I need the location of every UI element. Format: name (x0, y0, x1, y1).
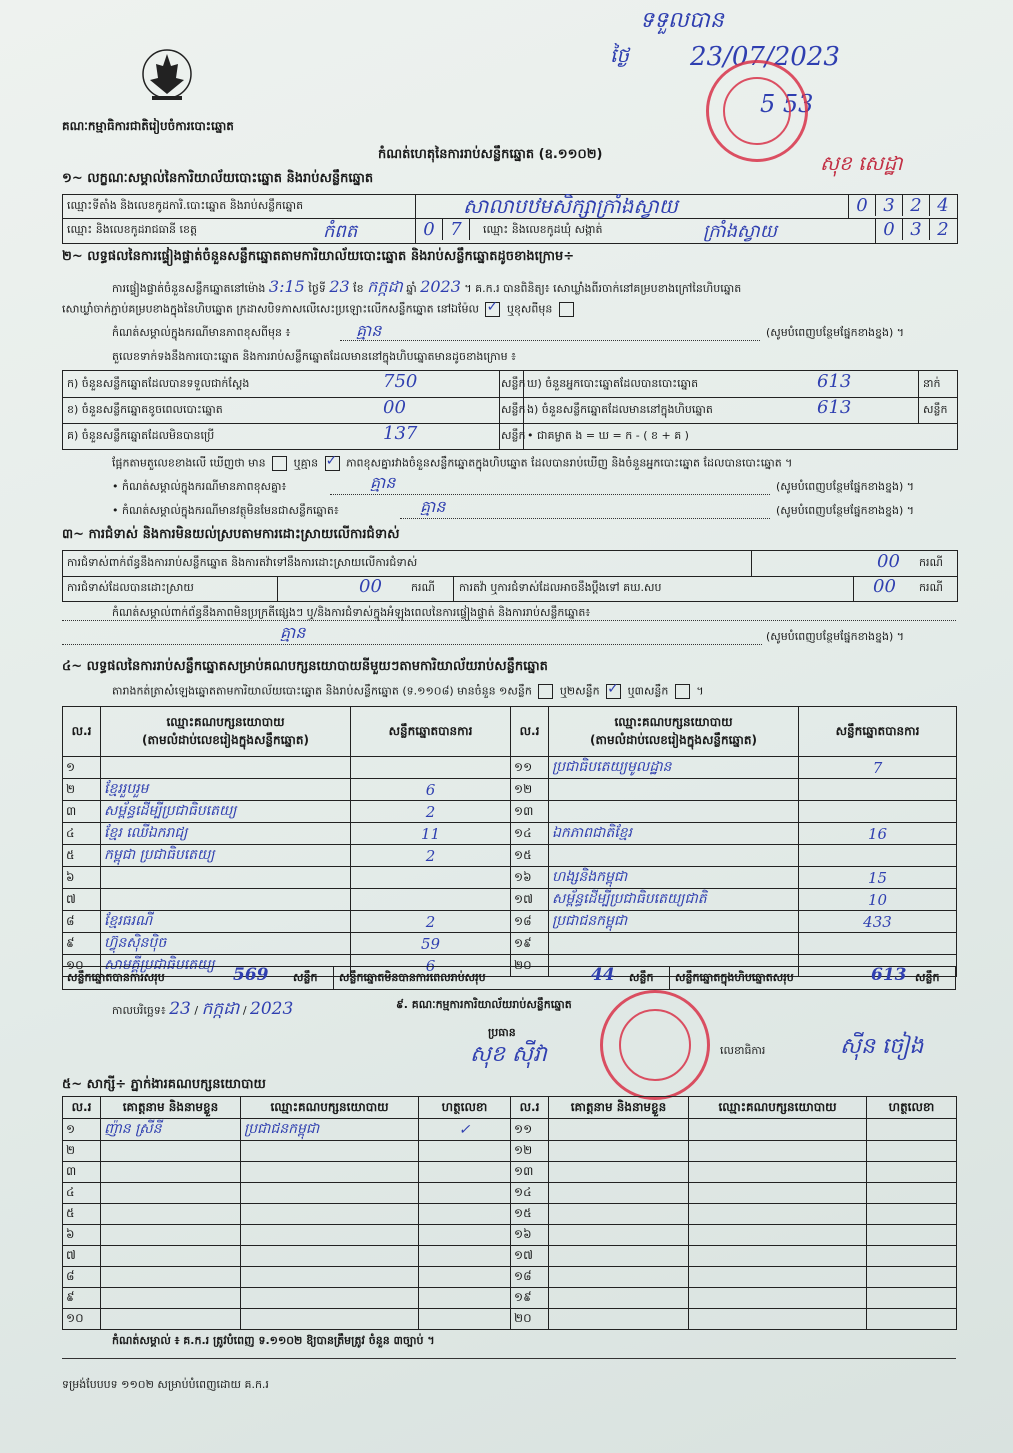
org-name: គណៈកម្មាធិការជាតិរៀបចំការបោះឆ្នោត (62, 119, 234, 133)
received-date: 23/07/2023 (690, 42, 840, 72)
table-row (63, 1225, 957, 1246)
result-no: ១៨ (511, 911, 549, 933)
witness-party (241, 1162, 419, 1183)
witness-party (689, 1246, 867, 1267)
result-votes (799, 779, 957, 801)
total-valid-value: 569 (233, 965, 269, 985)
result-party (101, 889, 351, 911)
witness-signature (867, 1183, 957, 1204)
witness-signature (867, 1246, 957, 1267)
secretary-label: លេខាធិការ (720, 1044, 766, 1057)
result-no: ១ (63, 757, 101, 779)
province-code: 0 7 (416, 219, 470, 240)
table-row (63, 1162, 957, 1183)
witness-party (689, 1309, 867, 1330)
result-party: ហង្សនិងកម្ពុជា (549, 867, 799, 889)
witness-no: ៧ (63, 1246, 101, 1267)
total-box-value: 613 (871, 965, 907, 985)
objection-table: ការជំទាស់ពាក់ព័ន្ធនឹងការរាប់សន្លឹកឆ្នោត និងការតវ៉ាទៅនឹងការដោះស្រាយលើការជំទាស់ 00 ករណី ការជំទាស់ដែលបានដោះស្រាយ 00 ករណី ការតវ៉ា ឬការជំទាស់ដែលអាចនឹងប្ដឹងទៅ គឃ.សប 00 ករណី (62, 550, 958, 602)
table-row (63, 1204, 957, 1225)
tally-one-sheet-checkbox[interactable] (538, 684, 553, 699)
result-no: ១២ (511, 779, 549, 801)
bullet1-value: គ្មាន (370, 473, 396, 492)
box-ballots-label: ង) ចំនួនសន្លឹកឆ្នោតដែលមាននៅក្នុងហិបឆ្នោត (527, 403, 713, 416)
witness-signature (419, 1225, 511, 1246)
witness-no: ៩ (63, 1288, 101, 1309)
witness-no: ១១ (511, 1119, 549, 1141)
witness-no: ៨ (63, 1267, 101, 1288)
witness-name (101, 1267, 241, 1288)
chair-signature: សុខ ស៊ីវា (470, 1042, 547, 1067)
witness-signature (419, 1309, 511, 1330)
total-invalid-value: 44 (591, 965, 615, 985)
table-row (63, 823, 957, 845)
witness-no: ១៣ (511, 1162, 549, 1183)
witness-party (241, 1309, 419, 1330)
received-ballots-value: 750 (383, 371, 418, 392)
province-label: ឈ្មោះ និងលេខកូដរាជធានី ខេត្ត (67, 223, 197, 236)
witness-name (101, 1204, 241, 1225)
witness-signature (419, 1162, 511, 1183)
result-party (549, 801, 799, 823)
result-votes: 7 (799, 757, 957, 779)
result-votes (799, 845, 957, 867)
witness-no: ១៩ (511, 1288, 549, 1309)
results-col-votes-2: សន្លឹកឆ្នោតបានការ (799, 707, 957, 757)
section1-heading: ១~ លក្ខណៈសម្គាល់នៃការិយាល័យបោះឆ្នោត និងរាប់សន្លឹកឆ្នោត (62, 171, 374, 186)
result-votes (799, 801, 957, 823)
witness-name (101, 1288, 241, 1309)
section2-heading: ២~ លទ្ធផលនៃការផ្ទៀងផ្ទាត់ចំនួនសន្លឹកឆ្នោតតាមការិយាល័យបោះឆ្នោត និងរាប់សន្លឹកឆ្នោតដូចខាងក្រោម÷ (62, 249, 575, 264)
committee-label: ៩. គណៈកម្មការការិយាល័យរាប់សន្លឹកឆ្នោត (396, 998, 572, 1011)
result-no: ៨ (63, 911, 101, 933)
result-party (549, 779, 799, 801)
witness-party (241, 1183, 419, 1204)
received-ballots-label: ក) ចំនួនសន្លឹកឆ្នោតដែលបានទទួលជាក់ស្តែង (67, 377, 250, 390)
witness-signature (867, 1119, 957, 1141)
objection-resolved-value: 00 (359, 576, 382, 597)
result-party (549, 933, 799, 955)
result-no: ៣ (63, 801, 101, 823)
witness-signature (867, 1288, 957, 1309)
results-table (62, 706, 957, 977)
table-row (63, 801, 957, 823)
witness-signature (867, 1141, 957, 1162)
results-col-no-2: ល.រ (511, 707, 549, 757)
result-party: ហ៊្វុនស៊ិនប៉ិច (101, 933, 351, 955)
witness-signature (419, 1204, 511, 1225)
table-row (63, 1309, 957, 1330)
table-row (63, 911, 957, 933)
witness-party (689, 1119, 867, 1141)
witness-name: ញ៉ាន ស្រីនី (101, 1119, 241, 1141)
tally-two-sheet-checkbox[interactable] (606, 684, 621, 699)
result-party: ឯកភាពជាតិខ្មែរ (549, 823, 799, 845)
witness-no: ១០ (63, 1309, 101, 1330)
witness-signature (419, 1246, 511, 1267)
result-votes: 6 (351, 955, 511, 977)
result-no: ១៥ (511, 845, 549, 867)
section4-heading: ៤~ លទ្ធផលនៃការរាប់សន្លឹកឆ្នោតសម្រាប់គណបក្សនយោបាយនីមួយៗតាមការិយាល័យរាប់សន្លឹកឆ្នោត (62, 659, 548, 674)
result-votes: 6 (351, 779, 511, 801)
table-row (63, 933, 957, 955)
result-no: ១៧ (511, 889, 549, 911)
result-party: កម្ពុជា ប្រជាធិបតេយ្យ (101, 845, 351, 867)
red-official-stamp-icon (706, 60, 808, 162)
result-votes: 16 (799, 823, 957, 845)
result-no: ១៦ (511, 867, 549, 889)
table-row (63, 757, 957, 779)
witness-no: ៤ (63, 1183, 101, 1204)
spoiled-ballots-value: 00 (383, 397, 406, 418)
witness-signature: ✓ (419, 1119, 511, 1141)
result-party: ប្រជាជនកម្ពុជា (549, 911, 799, 933)
witness-name (101, 1225, 241, 1246)
result-party: ខ្មែរធរណី (101, 911, 351, 933)
seal-note-value: គ្មាន (356, 321, 382, 340)
witness-name (549, 1246, 689, 1267)
commune-code: 0 3 2 (876, 219, 956, 240)
witness-party (689, 1141, 867, 1162)
seal-correct-checkbox[interactable] (485, 302, 500, 317)
witness-party (241, 1204, 419, 1225)
witness-name (549, 1119, 689, 1141)
table-row (63, 1119, 957, 1141)
seal-note-hint: (សូមបំពេញបន្ថែមផ្នែកខាងខ្នង) ។ (766, 326, 905, 339)
witness-name (549, 1183, 689, 1204)
result-no: ១៣ (511, 801, 549, 823)
witness-footnote: កំណត់សម្គាល់ ៖ គ.ក.រ ត្រូវបំពេញ ទ.១១០២ ឱ្យបានត្រឹមត្រូវ ចំនួន ៣ច្បាប់ ។ (112, 1334, 435, 1347)
results-col-party-2: ឈ្មោះគណបក្សនយោបាយ (តាមលំដាប់លេខរៀងក្នុងសន្លឹកឆ្នោត) (549, 707, 799, 757)
bullet1-label: • កំណត់សម្គាល់ក្នុងករណីមានភាពខុសគ្នា៖ (112, 480, 287, 493)
result-no: ១៩ (511, 933, 549, 955)
section3-heading: ៣~ ការជំទាស់ និងការមិនយល់ស្របតាមការដោះស្រាយលើការជំទាស់ (62, 527, 400, 542)
witness-no: ២ (63, 1141, 101, 1162)
witness-no: ១៥ (511, 1204, 549, 1225)
table-row (63, 1288, 957, 1309)
result-votes (799, 933, 957, 955)
tally-sheet-line: តារាងកត់ត្រាសំឡេងឆ្នោតតាមការិយាល័យបោះឆ្នោត និងរាប់សន្លឹកឆ្នោត (ទ.១១០៨) មានចំនួន ១សន្លឹក ឬ២សន្លឹក ✓ ឬ៣សន្លឹក ។ (112, 684, 704, 701)
result-no: ៩ (63, 933, 101, 955)
table-row (63, 1246, 957, 1267)
angkor-emblem-icon (138, 44, 196, 106)
secretary-signature: ស៊ីន ចៀង (840, 1034, 924, 1059)
witness-name (101, 1162, 241, 1183)
witness-party: ប្រជាជនកម្ពុជា (241, 1119, 419, 1141)
objection-appeal-label: ការតវ៉ា ឬការជំទាស់ដែលអាចនឹងប្ដឹងទៅ គឃ.សប (459, 581, 662, 594)
witness-party (241, 1267, 419, 1288)
objection-appeal-value: 00 (873, 576, 896, 597)
result-party: ខ្មែរ ឈើឯករាជ្យ (101, 823, 351, 845)
result-votes: 10 (799, 889, 957, 911)
form-footer: ទម្រង់បែបបទ ១១០២ សម្រាប់បំពេញដោយ គ.ក.រ (62, 1378, 269, 1391)
witness-name (101, 1309, 241, 1330)
witness-no: ៦ (63, 1225, 101, 1246)
result-no: ៧ (63, 889, 101, 911)
result-no: ៦ (63, 867, 101, 889)
committee-stamp-icon (600, 990, 710, 1100)
section2-intro-line1: ការផ្ទៀងផ្ទាត់ចំនួនសន្លឹកឆ្នោតនៅម៉ោង 3:15 ថ្ងៃទី 23 ខែ កក្កដា ឆ្នាំ 2023 ។ គ.ក.រ បានពិនិត្យ៖ សោឃ្លាំងពីរចាក់នៅគម្របខាងក្រៅនៃហិបឆ្នោត (112, 277, 742, 296)
result-party (101, 867, 351, 889)
witness-signature (867, 1309, 957, 1330)
voters-label: ឃ) ចំនួនអ្នកបោះឆ្នោតដែលបានបោះឆ្នោត (527, 377, 699, 390)
ballot-count-table: ក) ចំនួនសន្លឹកឆ្នោតដែលបានទទួលជាក់ស្តែង 750 សន្លឹក ឃ) ចំនួនអ្នកបោះឆ្នោតដែលបានបោះឆ្នោត 613 នាក់ ខ) ចំនួនសន្លឹកឆ្នោតខូចពេលបោះឆ្នោត 00 សន្លឹក ង) ចំនួនសន្លឹកឆ្នោតដែលមាននៅក្នុងហិបឆ្នោត 613 សន្លឹក គ) ចំនួនសន្លឹកឆ្នោតដែលមិនបានប្រើ 137 សន្លឹក • ជាគម្លាត ង = ឃ = ក - ( ខ + គ ) (62, 370, 958, 450)
witness-no: ៣ (63, 1162, 101, 1183)
total-invalid-label: សន្លឹកឆ្នោតមិនបានការពេលរាប់សរុប (339, 971, 486, 984)
section2-intro-line2: សោឃ្លាំចាក់ភ្ជាប់គម្របខាងក្នុងនៃហិបឆ្នោត ក្រដាសបិទភាសលើសេះប្រឡោះលើកសន្លឹកឆ្នោត នៅឯម៉ែល ✓ ឬខុសពីមុន (62, 302, 577, 319)
box-ballots-value: 613 (817, 397, 852, 418)
witness-name (101, 1141, 241, 1162)
result-no: ១១ (511, 757, 549, 779)
witness-name (549, 1204, 689, 1225)
result-party: សម្ព័ន្ធដើម្បីប្រជាធិបតេយ្យ (101, 801, 351, 823)
table-row (63, 1183, 957, 1204)
results-totals: សន្លឹកឆ្នោតបានការសរុប 569 សន្លឹក សន្លឹកឆ្នោតមិនបានការពេលរាប់សរុប 44 សន្លឹក សន្លឹកឆ្នោតក្នុងហិបឆ្នោតសរុប 613 សន្លឹក (62, 966, 956, 990)
result-no: ៥ (63, 845, 101, 867)
province-value: កំពត (323, 221, 358, 242)
bullet2-label: • កំណត់សម្គាល់ក្នុងករណីមានវត្ថុមិនមែនជាសន្លឹកឆ្នោត៖ (112, 504, 339, 517)
table-row (63, 889, 957, 911)
witness-party (689, 1267, 867, 1288)
witness-party (241, 1141, 419, 1162)
bullet2-value: គ្មាន (420, 497, 446, 516)
witness-name (549, 1141, 689, 1162)
total-valid-label: សន្លឹកឆ្នោតបានការសរុប (67, 971, 165, 984)
witness-name (549, 1267, 689, 1288)
objection-row1-label: ការជំទាស់ពាក់ព័ន្ធនឹងការរាប់សន្លឹកឆ្នោត និងការតវ៉ាទៅនឹងការដោះស្រាយលើការជំទាស់ (67, 556, 418, 569)
objection-note-label: កំណត់សម្គាល់ពាក់ព័ន្ធនឹងភាពមិនប្រក្រតីផ្សេងៗ ឬ/និងការជំទាស់ក្នុងអំឡុងពេលនៃការផ្ទៀងផ្ទាត់ និងការរាប់សន្លឹកឆ្នោត៖ (112, 606, 591, 619)
chair-label: ប្រធាន (488, 1026, 516, 1039)
unused-ballots-value: 137 (383, 423, 418, 444)
objection-resolved-label: ការជំទាស់ដែលបានដោះស្រាយ (67, 581, 194, 594)
results-col-no: ល.រ (63, 707, 101, 757)
received-signature: សុខ សេដ្ឋា (820, 151, 903, 175)
witness-signature (867, 1225, 957, 1246)
witness-name (549, 1288, 689, 1309)
witness-name (549, 1309, 689, 1330)
unused-ballots-label: គ) ចំនួនសន្លឹកឆ្នោតដែលមិនបានប្រើ (67, 429, 215, 442)
results-col-party: ឈ្មោះគណបក្សនយោបាយ (តាមលំដាប់លេខរៀងក្នុងសន្លឹកឆ្នោត) (101, 707, 351, 757)
result-votes: 2 (351, 845, 511, 867)
witness-signature (867, 1267, 957, 1288)
result-party (101, 757, 351, 779)
form-page: គណៈកម្មាធិការជាតិរៀបចំការបោះឆ្នោត ទទួលបាន ថ្ងៃ 23/07/2023 5 53 សុខ សេដ្ឋា កំណត់ហេតុនៃការរាប់សន្លឹកឆ្នោត (ឧ.១១០២) ១~ លក្ខណៈសម្គាល់នៃការិយាល័យបោះឆ្នោត និងរាប់សន្លឹកឆ្នោត ឈ្មោះទីតាំង និងលេខកូដការិ.បោះឆ្នោត និងរាប់សន្លឹកឆ្នោត សាលាបឋមសិក្សាក្រាំងស្វាយ 0 3 2 4 ឈ្មោះ និងលេខកូដរាជធានី ខេត្ត កំពត 0 7 ឈ្មោះ និងលេខកូដឃុំ សង្កាត់ ក្រាំងស្វាយ 0 3 2 ២~ លទ្ធផលនៃការផ្ទៀងផ្ទាត់ចំនួនសន្លឹកឆ្នោតតាមការិយាល័យបោះឆ្នោត និងរាប់សន្លឹកឆ្នោតដូចខាងក្រោម÷ ការផ្ទៀងផ្ទាត់ចំនួនសន្លឹកឆ្នោតនៅម៉ោង 3:15 ថ្ងៃទី 23 ខែ កក្កដា ឆ្នាំ 2023 ។ គ.ក.រ បានពិនិត្យ៖ សោឃ្លាំងពីរចាក់នៅគម្របខាងក្រៅនៃហិបឆ្នោត សោឃ្លាំចាក់ភ្ជាប់គម្របខាងក្នុងនៃហិបឆ្នោត ក្រដាសបិទភាសលើសេះប្រឡោះលើកសន្លឹកឆ្នោត នៅឯម៉ែល ✓ ឬខុសពីមុន កំណត់សម្គាល់ក្នុងករណីមានភាពខុសពីមុន ៖ គ្មាន (សូមបំពេញបន្ថែមផ្នែកខាងខ្នង) ។ តួលេខទាក់ទងនឹងការបោះឆ្នោត និងការរាប់សន្លឹកឆ្នោតដែលមាននៅក្នុងហិបឆ្នោតមានដូចខាងក្រោម ៖ ក) ចំនួនសន្លឹកឆ្នោតដែលបានទទួលជាក់ស្តែង 750 សន្លឹក ឃ) ចំនួនអ្នកបោះឆ្នោតដែលបានបោះឆ្នោត 613 នាក់ ខ) ចំនួនសន្លឹកឆ្នោតខូចពេលបោះឆ្នោត 00 សន្លឹក ង) ចំនួនសន្លឹកឆ្នោតដែលមាននៅក្នុងហិបឆ្នោត 613 សន្លឹក គ) ចំនួនសន្លឹកឆ្នោតដែលមិនបានប្រើ 137 សន្លឹក • ជាគម្លាត ង = ឃ = ក - ( ខ + គ ) ផ្អែកតាមតួលេខខាងលើ ឃើញថា មាន ឬគ្មាន ✓ ភាពខុសគ្នារវាងចំនួនសន្លឹកឆ្នោតក្នុងហិបឆ្នោត ដែលបានរាប់ឃើញ និងចំនួនអ្នកបោះឆ្នោត ដែលបានបោះឆ្នោត ។ • កំណត់សម្គាល់ក្នុងករណីមានភាពខុសគ្នា៖ គ្មាន (សូមបំពេញបន្ថែមផ្នែកខាងខ្នង) ។ • កំណត់សម្គាល់ក្នុងករណីមានវត្ថុមិនមែនជាសន្លឹកឆ្នោត៖ គ្មាន (សូមបំពេញបន្ថែមផ្នែកខាងខ្នង) ។ ៣~ ការជំទាស់ និងការមិនយល់ស្របតាមការដោះស្រាយលើការជំទាស់ ការជំទាស់ពាក់ព័ន្ធនឹងការរាប់សន្លឹកឆ្នោត និងការតវ៉ាទៅនឹងការដោះស្រាយលើការជំទាស់ 00 ករណី ការជំទាស់ដែលបានដោះស្រាយ 00 ករណី ការតវ៉ា ឬការជំទាស់ដែលអាចនឹងប្ដឹងទៅ គឃ.សប 00 ករណី កំណត់សម្គាល់ពាក់ព័ន្ធនឹងភាពមិនប្រក្រតីផ្សេងៗ ឬ/និងការជំទាស់ក្នុងអំឡុងពេលនៃការផ្ទៀងផ្ទាត់ និងការរាប់សន្លឹកឆ្នោត៖ គ្មាន (សូមបំពេញបន្ថែមផ្នែកខាងខ្នង) ។ ៤~ លទ្ធផលនៃការរាប់សន្លឹកឆ្នោតសម្រាប់គណបក្សនយោបាយនីមួយៗតាមការិយាល័យរាប់សន្លឹកឆ្នោត តារាងកត់ត្រាសំឡេងឆ្នោតតាមការិយាល័យបោះឆ្នោត និងរាប់សន្លឹកឆ្នោត (ទ.១១០៨) មានចំនួន ១សន្លឹក ឬ២សន្លឹក ✓ ឬ៣សន្លឹក ។ ល.រ ឈ្មោះគណបក្សនយោបាយ (តាមលំដាប់លេខរៀងក្នុងសន្លឹកឆ្នោត) សន្លឹកឆ្នោតបានការ ល.រ ឈ្មោះគណបក្សនយោបាយ (តាមលំដាប់លេខរៀងក្នុងសន្លឹកឆ្នោត) សន្លឹកឆ្នោតបានការ ១ ១១ ប្រជាធិបតេយ្យមូលដ្ឋាន 7 ២ ខ្មែររួបរួម 6 ១២ ៣ សម្ព័ន្ធដើម្បីប្រជាធិបតេយ្យ 2 ១៣ ៤ ខ្មែរ ឈើឯករាជ្យ 11 ១៤ ឯកភាពជាតិខ្មែរ 16 ៥ កម្ពុជា ប្រជាធិបតេយ្យ 2 ១៥ ៦ ១៦ ហង្សនិងកម្ពុជា 15 ៧ ១៧ សម្ព័ន្ធដើម្បីប្រជាធិបតេយ្យជាតិ 10 ៨ ខ្មែរធរណី 2 ១៨ ប្រជាជនកម្ពុជា 433 ៩ ហ៊្វុនស៊ិនប៉ិច 59 ១៩ ១០ សាមគ្គីប្រជាធិបតេយ្យ 6 ២០ សន្លឹកឆ្នោតបានការសរុប 569 សន្លឹក សន្លឹកឆ្នោតមិនបានការពេលរាប់សរុប 44 សន្លឹក សន្លឹកឆ្នោតក្នុងហិបឆ្នោតសរុប 613 សន្លឹក កាលបរិច្ឆេទ៖ 23 / កក្កដា / 2023 ៩. គណៈកម្មការការិយាល័យរាប់សន្លឹកឆ្នោត ប្រធាន សុខ ស៊ីវា លេខាធិការ ស៊ីន ចៀង ៥~ សាក្សី÷ ភ្នាក់ងារគណបក្សនយោបាយ ល.រ គោត្តនាម និងនាមខ្លួន ឈ្មោះគណបក្សនយោបាយ ហត្ថលេខា ល.រ គោត្តនាម និងនាមខ្លួន ឈ្មោះគណបក្សនយោបាយ ហត្ថលេខា ១ ញ៉ាន ស្រីនី ប្រជាជនកម្ពុជា ✓ ១១ ២ ១២ ៣ ១៣ ៤ ១៤ ៥ ១៥ ៦ ១៦ ៧ ១៧ ៨ ១៨ ៩ ១៩ ១០ ២០ កំណត់សម្គាល់ ៖ គ.ក.រ ត្រូវបំពេញ ទ.១១០២ ឱ្យបានត្រឹមត្រូវ ចំនួន ៣ច្បាប់ ។ ទម្រង់បែបបទ ១១០២ សម្រាប់បំពេញដោយ គ.ក.រ (0, 0, 1013, 1453)
result-votes: 2 (351, 911, 511, 933)
location-code: 0 3 2 4 (849, 195, 956, 216)
seal-note-label: កំណត់សម្គាល់ក្នុងករណីមានភាពខុសពីមុន ៖ (112, 326, 291, 339)
witness-signature (419, 1288, 511, 1309)
witness-party (241, 1225, 419, 1246)
result-party: ខ្មែររួបរួម (101, 779, 351, 801)
discrepancy-line: ផ្អែកតាមតួលេខខាងលើ ឃើញថា មាន ឬគ្មាន ✓ ភាពខុសគ្នារវាងចំនួនសន្លឹកឆ្នោតក្នុងហិបឆ្នោត ដែលបានរាប់ឃើញ និងចំនួនអ្នកបោះឆ្នោត ដែលបានបោះឆ្នោត ។ (112, 456, 792, 473)
discrepancy-no-checkbox[interactable] (325, 456, 340, 471)
witness-party (689, 1162, 867, 1183)
witness-name (549, 1162, 689, 1183)
spoiled-ballots-label: ខ) ចំនួនសន្លឹកឆ្នោតខូចពេលបោះឆ្នោត (67, 403, 223, 416)
results-date: កាលបរិច្ឆេទ៖ 23 / កក្កដា / 2023 (112, 999, 294, 1019)
result-party: ប្រជាធិបតេយ្យមូលដ្ឋាន (549, 757, 799, 779)
result-party (549, 845, 799, 867)
result-votes: 2 (351, 801, 511, 823)
witness-party (689, 1288, 867, 1309)
witness-signature (419, 1267, 511, 1288)
witness-party (689, 1225, 867, 1246)
section2-subhead: តួលេខទាក់ទងនឹងការបោះឆ្នោត និងការរាប់សន្លឹកឆ្នោតដែលមាននៅក្នុងហិបឆ្នោតមានដូចខាងក្រោម ៖ (112, 350, 516, 363)
result-party: សម្ព័ន្ធដើម្បីប្រជាធិបតេយ្យជាតិ (549, 889, 799, 911)
witness-name (549, 1225, 689, 1246)
result-no: ២០ (511, 955, 549, 977)
commune-value: ក្រាំងស្វាយ (703, 221, 777, 242)
results-col-votes: សន្លឹកឆ្នោតបានការ (351, 707, 511, 757)
result-votes: 59 (351, 933, 511, 955)
section1-table (62, 194, 958, 244)
witness-no: ១២ (511, 1141, 549, 1162)
form-title: កំណត់ហេតុនៃការរាប់សន្លឹកឆ្នោត (ឧ.១១០២) (378, 147, 603, 162)
witness-no: ១៦ (511, 1225, 549, 1246)
result-no: ២ (63, 779, 101, 801)
tally-three-sheet-checkbox[interactable] (675, 684, 690, 699)
discrepancy-yes-checkbox[interactable] (272, 456, 287, 471)
witness-table: ល.រ គោត្តនាម និងនាមខ្លួន ឈ្មោះគណបក្សនយោបាយ ហត្ថលេខា ល.រ គោត្តនាម និងនាមខ្លួន ឈ្មោះគណបក្សនយោបាយ ហត្ថលេខា ១ ញ៉ាន ស្រីនី ប្រជាជនកម្ពុជា ✓ ១១ ២ ១២ ៣ ១៣ ៤ ១៤ ៥ ១៥ ៦ ១៦ ៧ ១៧ ៨ ១៨ ៩ ១៩ ១០ ២០ (62, 1096, 957, 1330)
witness-signature (419, 1183, 511, 1204)
result-no: ១៤ (511, 823, 549, 845)
witness-party (689, 1183, 867, 1204)
result-party: សាមគ្គីប្រជាធិបតេយ្យ (101, 955, 351, 977)
result-votes (351, 757, 511, 779)
result-votes (351, 867, 511, 889)
witness-no: ១ (63, 1119, 101, 1141)
witness-no: ៥ (63, 1204, 101, 1225)
witness-party (241, 1246, 419, 1267)
result-votes: 15 (799, 867, 957, 889)
witness-signature (419, 1141, 511, 1162)
received-note: ទទួលបាន (640, 8, 724, 33)
witness-no: ១៧ (511, 1246, 549, 1267)
witness-no: ១៤ (511, 1183, 549, 1204)
witness-no: ១៨ (511, 1267, 549, 1288)
result-votes: 11 (351, 823, 511, 845)
result-no: ៤ (63, 823, 101, 845)
formula-label: • ជាគម្លាត ង = ឃ = ក - ( ខ + គ ) (527, 429, 689, 442)
objection-row1-value: 00 (877, 551, 900, 572)
section5-heading: ៥~ សាក្សី÷ ភ្នាក់ងារគណបក្សនយោបាយ (62, 1077, 266, 1092)
witness-name (101, 1246, 241, 1267)
table-row (63, 845, 957, 867)
commune-label: ឈ្មោះ និងលេខកូដឃុំ សង្កាត់ (483, 223, 603, 236)
witness-name (101, 1183, 241, 1204)
seal-incorrect-checkbox[interactable] (559, 302, 574, 317)
total-box-label: សន្លឹកឆ្នោតក្នុងហិបឆ្នោតសរុប (675, 971, 794, 984)
table-row (63, 1267, 957, 1288)
witness-signature (867, 1162, 957, 1183)
received-time: 5 53 (760, 90, 814, 118)
location-value: សាលាបឋមសិក្សាក្រាំងស្វាយ (463, 194, 678, 218)
objection-note-value: គ្មាន (280, 623, 306, 642)
result-votes (351, 889, 511, 911)
location-label: ឈ្មោះទីតាំង និងលេខកូដការិ.បោះឆ្នោត និងរាប់សន្លឹកឆ្នោត (67, 199, 304, 212)
witness-party (689, 1204, 867, 1225)
table-row (63, 779, 957, 801)
witness-no: ២០ (511, 1309, 549, 1330)
table-row (63, 867, 957, 889)
witness-signature (867, 1204, 957, 1225)
voters-value: 613 (817, 371, 852, 392)
result-no: ១០ (63, 955, 101, 977)
table-row (63, 1141, 957, 1162)
witness-party (241, 1288, 419, 1309)
result-votes: 433 (799, 911, 957, 933)
received-date-label: ថ្ងៃ (610, 43, 630, 67)
